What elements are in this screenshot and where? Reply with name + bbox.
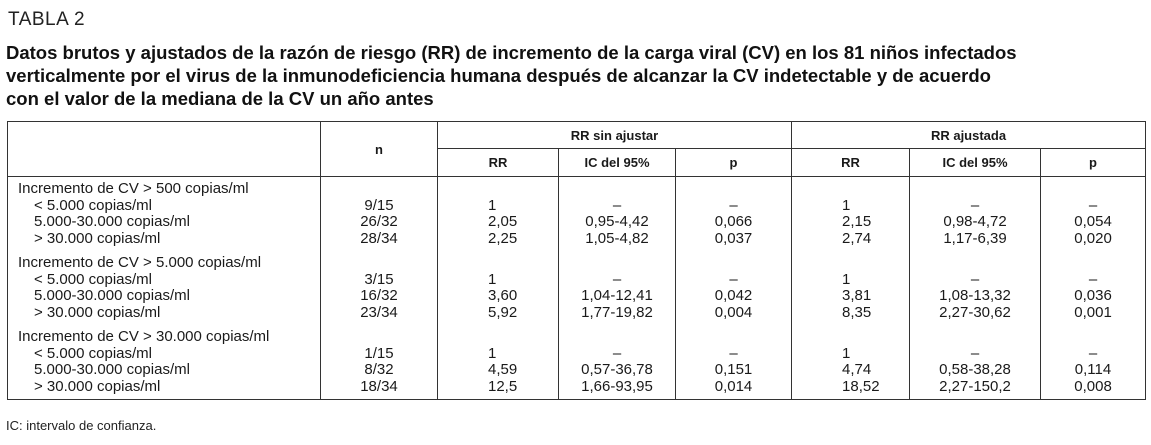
header-p-adjusted: p xyxy=(1041,149,1146,177)
cell-p-adjusted: – xyxy=(1041,272,1146,289)
cell-ic: – xyxy=(559,346,676,363)
header-group-unadjusted: RR sin ajustar xyxy=(438,122,792,149)
spacer-cell xyxy=(910,321,1041,329)
cell-p: 0,042 xyxy=(676,288,792,305)
empty-cell xyxy=(910,181,1041,198)
cell-ic: – xyxy=(559,198,676,215)
group-title-row xyxy=(8,329,1146,346)
header-ic-adjusted: IC del 95% xyxy=(910,149,1041,177)
spacer-cell xyxy=(438,321,559,329)
table-label: TABLA 2 xyxy=(8,9,86,30)
empty-cell xyxy=(792,181,910,198)
cell-p-adjusted: 0,008 xyxy=(1041,379,1146,400)
cell-rr-adjusted: 1 xyxy=(792,346,910,363)
empty-cell xyxy=(438,255,559,272)
cell-p-adjusted: 0,036 xyxy=(1041,288,1146,305)
cell-ic-adjusted: 2,27-30,62 xyxy=(910,305,1041,322)
cell-ic: 1,05-4,82 xyxy=(559,231,676,248)
empty-cell xyxy=(792,329,910,346)
cell-n: 18/34 xyxy=(321,379,438,400)
spacer-cell xyxy=(910,247,1041,255)
cell-n: 28/34 xyxy=(321,231,438,248)
cell-ic-adjusted: – xyxy=(910,198,1041,215)
row-label: 5.000-30.000 copias/ml xyxy=(8,288,321,305)
header-row-groups xyxy=(8,122,1146,149)
header-group-adjusted: RR ajustada xyxy=(792,122,1146,149)
cell-rr: 12,5 xyxy=(438,379,559,400)
empty-cell xyxy=(910,255,1041,272)
empty-cell xyxy=(321,329,438,346)
data-table xyxy=(7,121,1146,400)
empty-cell xyxy=(559,181,676,198)
cell-ic-adjusted: 1,08-13,32 xyxy=(910,288,1041,305)
spacer-cell xyxy=(792,321,910,329)
table-row xyxy=(8,288,1146,305)
cell-p: – xyxy=(676,272,792,289)
caption-line: con el valor de la mediana de la CV un año antes xyxy=(6,88,434,109)
cell-ic: 0,95-4,42 xyxy=(559,214,676,231)
empty-cell xyxy=(910,329,1041,346)
row-label: > 30.000 copias/ml xyxy=(8,305,321,322)
header-rr-adjusted: RR xyxy=(792,149,910,177)
empty-cell xyxy=(559,255,676,272)
empty-cell xyxy=(559,329,676,346)
cell-rr-adjusted: 1 xyxy=(792,198,910,215)
cell-n: 9/15 xyxy=(321,198,438,215)
caption-line: verticalmente por el virus de la inmunodeficiencia humana después de alcanzar la CV indetectable y de acuerdo xyxy=(6,65,991,86)
cell-ic-adjusted: 1,17-6,39 xyxy=(910,231,1041,248)
cell-rr: 1 xyxy=(438,272,559,289)
table-row xyxy=(8,272,1146,289)
table-row xyxy=(8,214,1146,231)
empty-cell xyxy=(1041,181,1146,198)
group-title-row xyxy=(8,255,1146,272)
cell-ic: 1,66-93,95 xyxy=(559,379,676,400)
header-n: n xyxy=(321,122,438,177)
cell-ic-adjusted: 0,98-4,72 xyxy=(910,214,1041,231)
spacer-cell xyxy=(792,247,910,255)
empty-cell xyxy=(792,255,910,272)
cell-ic-adjusted: 2,27-150,2 xyxy=(910,379,1041,400)
cell-ic-adjusted: 0,58-38,28 xyxy=(910,362,1041,379)
empty-cell xyxy=(321,255,438,272)
cell-rr-adjusted: 2,74 xyxy=(792,231,910,248)
cell-rr-adjusted: 3,81 xyxy=(792,288,910,305)
cell-n: 3/15 xyxy=(321,272,438,289)
cell-p-adjusted: 0,114 xyxy=(1041,362,1146,379)
spacer-cell xyxy=(559,321,676,329)
cell-ic: – xyxy=(559,272,676,289)
cell-p-adjusted: – xyxy=(1041,346,1146,363)
row-label: < 5.000 copias/ml xyxy=(8,198,321,215)
table-caption xyxy=(6,41,1126,110)
cell-p: – xyxy=(676,198,792,215)
spacer-cell xyxy=(321,247,438,255)
row-label: < 5.000 copias/ml xyxy=(8,272,321,289)
row-label: 5.000-30.000 copias/ml xyxy=(8,362,321,379)
header-rr: RR xyxy=(438,149,559,177)
table-row xyxy=(8,198,1146,215)
cell-rr-adjusted: 8,35 xyxy=(792,305,910,322)
cell-n: 23/34 xyxy=(321,305,438,322)
cell-rr-adjusted: 1 xyxy=(792,272,910,289)
cell-p: 0,014 xyxy=(676,379,792,400)
group-title-row xyxy=(8,181,1146,198)
spacer-cell xyxy=(676,247,792,255)
header-ic: IC del 95% xyxy=(559,149,676,177)
cell-p-adjusted: 0,001 xyxy=(1041,305,1146,322)
empty-cell xyxy=(1041,255,1146,272)
empty-cell xyxy=(676,181,792,198)
spacer-cell xyxy=(676,321,792,329)
cell-p-adjusted: – xyxy=(1041,198,1146,215)
cell-rr: 2,05 xyxy=(438,214,559,231)
table-row xyxy=(8,305,1146,322)
group-title: Incremento de CV > 5.000 copias/ml xyxy=(8,255,321,272)
cell-rr-adjusted: 4,74 xyxy=(792,362,910,379)
cell-rr: 4,59 xyxy=(438,362,559,379)
row-label: > 30.000 copias/ml xyxy=(8,231,321,248)
caption-line: Datos brutos y ajustados de la razón de riesgo (RR) de incremento de la carga viral (CV) en los 81 niños infectados xyxy=(6,42,1017,63)
cell-p: 0,037 xyxy=(676,231,792,248)
group-title: Incremento de CV > 500 copias/ml xyxy=(8,181,321,198)
spacer-cell xyxy=(1041,321,1146,329)
cell-p: – xyxy=(676,346,792,363)
empty-cell xyxy=(676,329,792,346)
spacer-cell xyxy=(1041,247,1146,255)
row-label: 5.000-30.000 copias/ml xyxy=(8,214,321,231)
cell-p: 0,151 xyxy=(676,362,792,379)
cell-p-adjusted: 0,054 xyxy=(1041,214,1146,231)
empty-cell xyxy=(676,255,792,272)
cell-ic: 1,04-12,41 xyxy=(559,288,676,305)
empty-cell xyxy=(438,329,559,346)
table-row xyxy=(8,346,1146,363)
cell-ic-adjusted: – xyxy=(910,272,1041,289)
table-row xyxy=(8,379,1146,400)
cell-ic: 0,57-36,78 xyxy=(559,362,676,379)
row-label: > 30.000 copias/ml xyxy=(8,379,321,400)
cell-ic-adjusted: – xyxy=(910,346,1041,363)
cell-n: 1/15 xyxy=(321,346,438,363)
spacer-cell xyxy=(321,321,438,329)
empty-cell xyxy=(1041,329,1146,346)
cell-rr-adjusted: 18,52 xyxy=(792,379,910,400)
table-row xyxy=(8,362,1146,379)
group-title: Incremento de CV > 30.000 copias/ml xyxy=(8,329,321,346)
cell-p-adjusted: 0,020 xyxy=(1041,231,1146,248)
table-footnote: IC: intervalo de confianza. xyxy=(6,418,157,433)
cell-ic: 1,77-19,82 xyxy=(559,305,676,322)
empty-cell xyxy=(321,181,438,198)
row-label: < 5.000 copias/ml xyxy=(8,346,321,363)
cell-rr: 3,60 xyxy=(438,288,559,305)
spacer-cell xyxy=(438,247,559,255)
cell-rr: 1 xyxy=(438,346,559,363)
cell-n: 8/32 xyxy=(321,362,438,379)
header-p: p xyxy=(676,149,792,177)
cell-rr: 2,25 xyxy=(438,231,559,248)
table-body xyxy=(8,177,1146,400)
cell-rr-adjusted: 2,15 xyxy=(792,214,910,231)
empty-cell xyxy=(438,181,559,198)
cell-rr: 5,92 xyxy=(438,305,559,322)
cell-p: 0,066 xyxy=(676,214,792,231)
cell-rr: 1 xyxy=(438,198,559,215)
table-row xyxy=(8,231,1146,248)
spacer-cell xyxy=(559,247,676,255)
cell-p: 0,004 xyxy=(676,305,792,322)
cell-n: 26/32 xyxy=(321,214,438,231)
cell-n: 16/32 xyxy=(321,288,438,305)
header-blank-cell xyxy=(8,122,321,177)
